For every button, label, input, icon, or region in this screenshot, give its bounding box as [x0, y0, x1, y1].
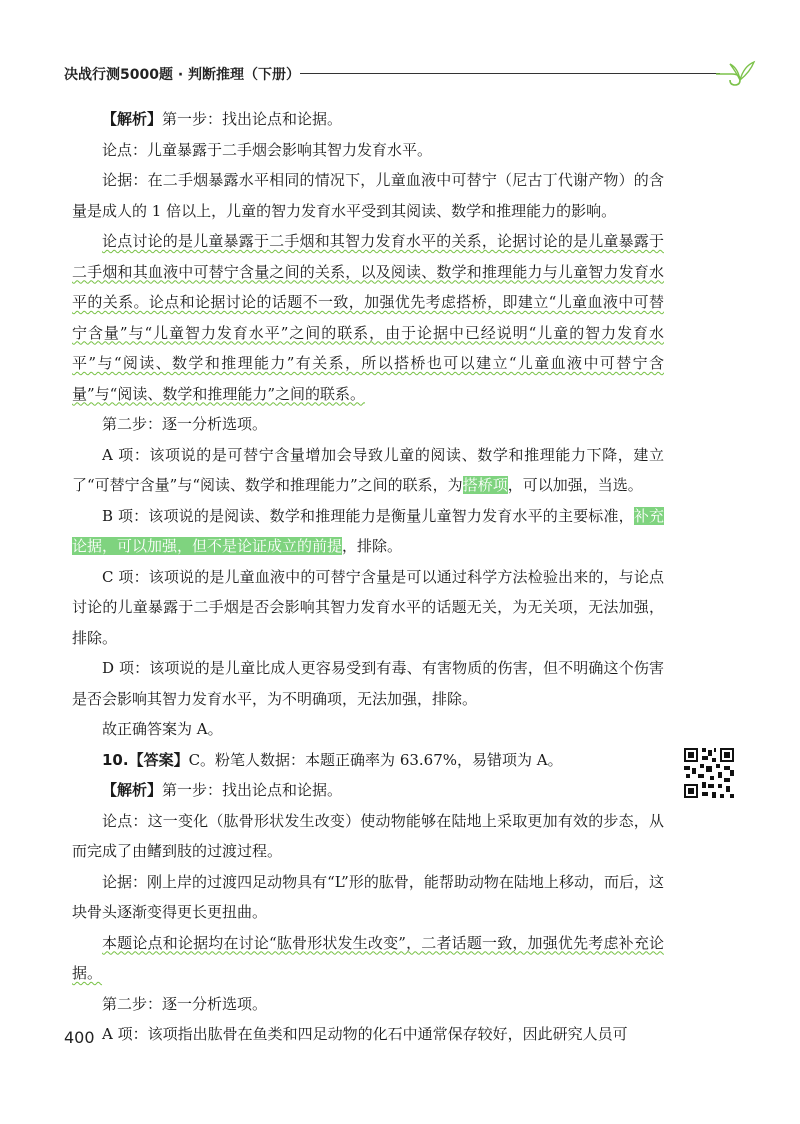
section-label: 【解析】: [102, 110, 163, 128]
paragraph: [72, 165, 664, 226]
section-label: 10.【答案】: [102, 750, 189, 769]
text-run: B 项：该项说的是阅读、数学和推理能力是衡量儿童智力发育水平的主要标准，: [102, 506, 634, 525]
highlighted-text: 搭桥项: [462, 476, 508, 494]
wavy-underlined-text: 本题论点和论据均在讨论“肱骨形状发生改变”，二者话题一致，加强优先考虑补充论据。: [72, 933, 664, 982]
text-run: 论据：在二手烟暴露水平相同的情况下，儿童血液中可替宁（尼古丁代谢产物）的含量是成人的 1 倍以上，儿童的智力发育水平受到其阅读、数学和推理能力的影响。: [72, 171, 664, 220]
text-run: 论据：刚上岸的过渡四足动物具有“L”形的肱骨，能帮助动物在陆地上移动，而后，这块骨头逐渐变得更长更扭曲。: [72, 872, 664, 921]
paragraph: [72, 226, 664, 409]
paragraph: [72, 775, 664, 806]
page-number: 400: [64, 1028, 95, 1047]
text-run: C 项：该项说的是儿童血液中的可替宁含量是可以通过科学方法检验出来的，与论点讨论的儿童暴露于二手烟是否会影响其智力发育水平的话题无关，为无关项，无法加强，排除。: [72, 567, 664, 647]
text-run: D 项：该项说的是儿童比成人更容易受到有毒、有害物质的伤害，但不明确这个伤害是否会影响其智力发育水平，为不明确项，无法加强，排除。: [72, 659, 664, 708]
paragraph: [72, 714, 664, 745]
paragraph: [72, 104, 664, 135]
section-label: 【解析】: [102, 781, 163, 799]
wavy-underlined-text: 论点讨论的是儿童暴露于二手烟和其智力发育水平的关系，论据讨论的是儿童暴露于二手烟和其血液中可替宁含量之间的关系，以及阅读、数学和推理能力与儿童智力发育水平的关系。论点和论据讨论的话题不一致，加强优先考虑搭桥，即建立“儿童血液中可替宁含量”与“儿童智力发育水平”之间的联系，由于论据中已经说明“儿童的智力发育水平”与“阅读、数学和推理能力”有关系，所以搭桥也可以建立“儿童血液中可替宁含量”与“阅读、数学和推理能力”之间的联系。: [72, 232, 664, 403]
text-run: A 项：该项说的是可替宁含量增加会导致儿童的阅读、数学和推理能力下降，建立了“可替宁含量”与“阅读、数学和推理能力”之间的联系，为: [72, 445, 664, 494]
text-run: C。粉笔人数据：本题正确率为 63.67%，易错项为 A。: [188, 750, 563, 769]
highlighted-text: 补充论据，可以加强，但不是论证成立的前提: [72, 506, 664, 555]
paragraph: [72, 135, 664, 166]
paragraph: [72, 562, 664, 654]
paragraph: [72, 806, 664, 867]
header-rule: [300, 73, 720, 74]
paragraph: [72, 989, 664, 1020]
text-run: ，排除。: [342, 537, 403, 555]
text-run: 第二步：逐一分析选项。: [102, 415, 268, 433]
paragraph: [72, 1019, 664, 1050]
paragraph: [72, 409, 664, 440]
text-run: 故正确答案为 A。: [102, 720, 223, 738]
text-run: ，可以加强，当选。: [507, 476, 643, 494]
page-header: [64, 58, 734, 88]
book-title: 决战行测5000题 · 判断推理（下册）: [64, 67, 301, 83]
paragraph: [72, 867, 664, 928]
paragraph: [72, 653, 664, 714]
text-run: 论点：这一变化（肱骨形状发生改变）使动物能够在陆地上采取更加有效的步态，从而完成了由鳍到肢的过渡过程。: [72, 811, 664, 860]
paragraph: [72, 440, 664, 501]
text-run: 第一步：找出论点和论据。: [162, 110, 343, 128]
text-run: 论点：儿童暴露于二手烟会影响其智力发育水平。: [102, 140, 433, 159]
text-run: 第一步：找出论点和论据。: [162, 781, 343, 799]
solution-text: [72, 104, 664, 1050]
text-run: 第二步：逐一分析选项。: [102, 994, 268, 1013]
paragraph: [72, 928, 664, 989]
text-run: A 项：该项指出肱骨在鱼类和四足动物的化石中通常保存较好，因此研究人员可: [102, 1025, 628, 1043]
sprout-icon: [714, 58, 758, 88]
paragraph: [72, 501, 664, 562]
qr-code-icon[interactable]: [682, 746, 736, 800]
paragraph: [72, 745, 664, 776]
